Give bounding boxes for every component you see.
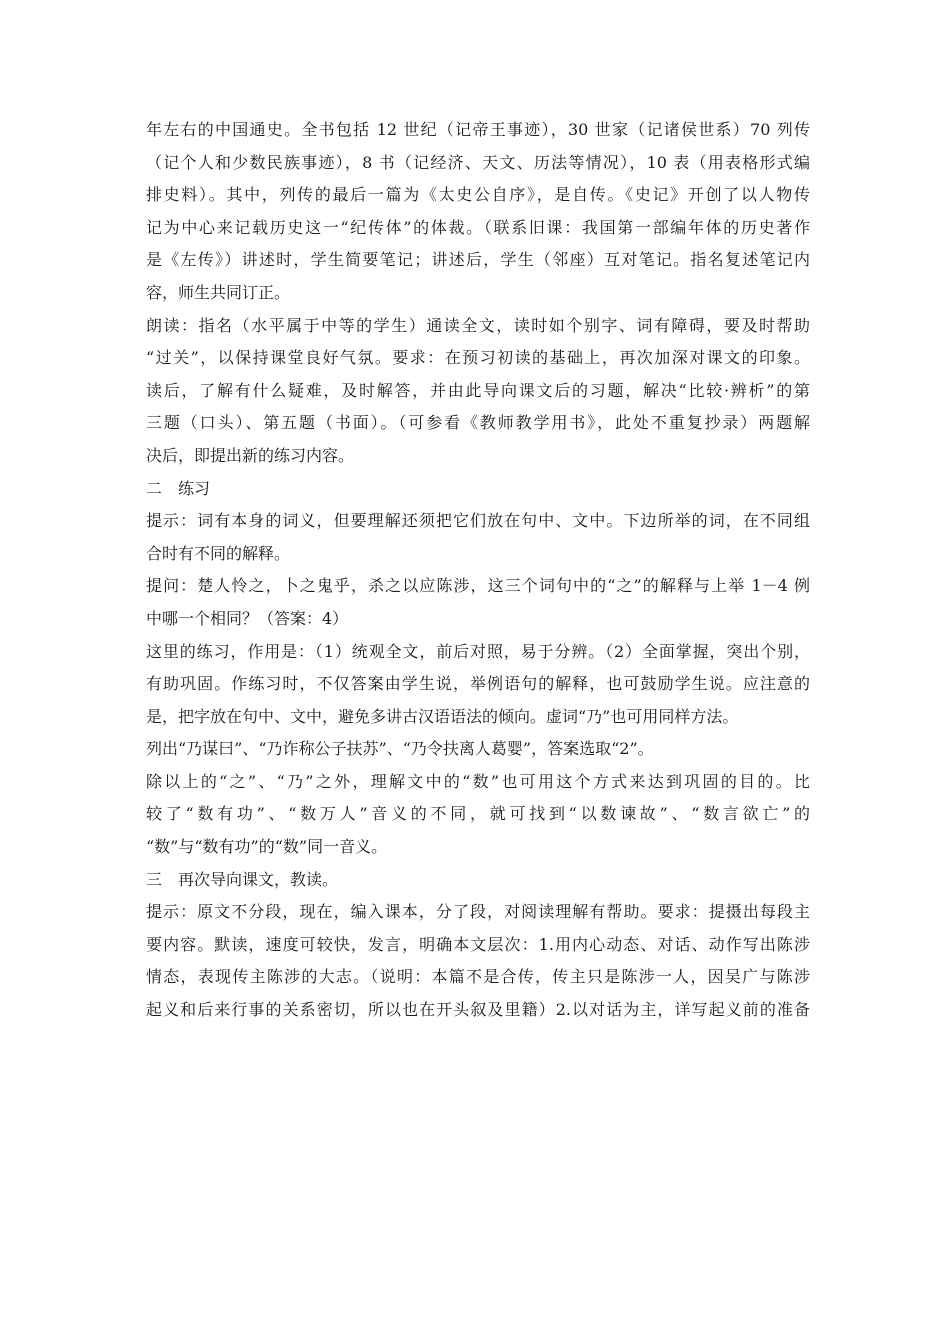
text-line: “数”与“数有功”的“数”同一音义。	[146, 837, 388, 857]
text-line: 要内容。默读，速度可较快，发言，明确本文层次：1.用内心动态、对话、动作写出陈涉	[146, 934, 810, 954]
text-line: 有助巩固。作练习时，不仅答案由学生说，举例语句的解释，也可鼓励学生说。应注意的	[146, 674, 810, 694]
text-line: 提示：词有本身的词义，但要理解还须把它们放在句中、文中。下边所举的词，在不同组	[146, 511, 810, 531]
text-line: 是，把字放在句中、文中，避免多讲古汉语语法的倾向。虚词“乃”也可用同样方法。	[146, 706, 739, 726]
text-line: 排史料）。其中，列传的最后一篇为《太史公自序》，是自传。《史记》开创了以人物传	[146, 185, 810, 205]
section-heading: 二 练习	[146, 478, 211, 498]
text-line: “过关”，以保持课堂良好气氛。要求：在预习初读的基础上，再次加深对课文的印象。	[146, 348, 810, 368]
document-body	[146, 114, 810, 1027]
text-line: 列出“乃谋曰”、“乃诈称公子扶苏”、“乃令扶离人葛婴”，答案选取“2”。	[146, 739, 654, 759]
text-line: 决后，即提出新的练习内容。	[146, 445, 355, 465]
text-line: 合时有不同的解释。	[146, 543, 291, 563]
text-line: 三题（口头）、第五题（书面）。（可参看《教师教学用书》，此处不重复抄录）两题解	[146, 413, 810, 433]
text-line: 记为中心来记载历史这一“纪传体”的体裁。（联系旧课：我国第一部编年体的历史著作	[146, 217, 810, 237]
text-line: 是《左传》）讲述时，学生简要笔记；讲述后，学生（邻座）互对笔记。指名复述笔记内	[146, 250, 810, 270]
text-line: 这里的练习，作用是：（1）统观全文，前后对照，易于分辨。（2）全面掌握，突出个别，	[146, 641, 810, 661]
text-line: 中哪一个相同？（答案：4）	[146, 608, 349, 628]
section-heading: 三 再次导向课文，教读。	[146, 869, 339, 889]
text-line: 除以上的“之”、“乃”之外，理解文中的“数”也可用这个方式来达到巩固的目的。比	[146, 771, 810, 791]
text-line: 情态，表现传主陈涉的大志。（说明：本篇不是合传，传主只是陈涉一人，因吴广与陈涉	[146, 967, 810, 987]
text-line: 朗读：指名（水平属于中等的学生）通读全文，读时如个别字、词有障碍，要及时帮助	[146, 315, 810, 335]
text-line: 容，师生共同订正。	[146, 282, 291, 302]
text-line: 起义和后来行事的关系密切，所以也在开头叙及里籍）2.以对话为主，详写起义前的准备	[146, 1000, 810, 1020]
text-line: 提示：原文不分段，现在，编入课本，分了段，对阅读理解有帮助。要求：提摄出每段主	[146, 902, 810, 922]
text-line: （记个人和少数民族事迹），8 书（记经济、天文、历法等情况），10 表（用表格形式编	[146, 152, 810, 172]
text-line: 年左右的中国通史。全书包括 12 世纪（记帝王事迹），30 世家（记诸侯世系）70 列传	[146, 120, 810, 139]
text-line: 提问：楚人怜之，卜之鬼乎，杀之以应陈涉，这三个词句中的“之”的解释与上举 1－4 例	[146, 576, 810, 596]
text-line: 较了“数有功”、“数万人”音义的不同，就可找到“以数谏故”、“数言欲亡”的	[146, 804, 810, 824]
text-line: 读后，了解有什么疑难，及时解答，并由此导向课文后的习题，解决“比较·辨析”的第	[146, 380, 810, 400]
